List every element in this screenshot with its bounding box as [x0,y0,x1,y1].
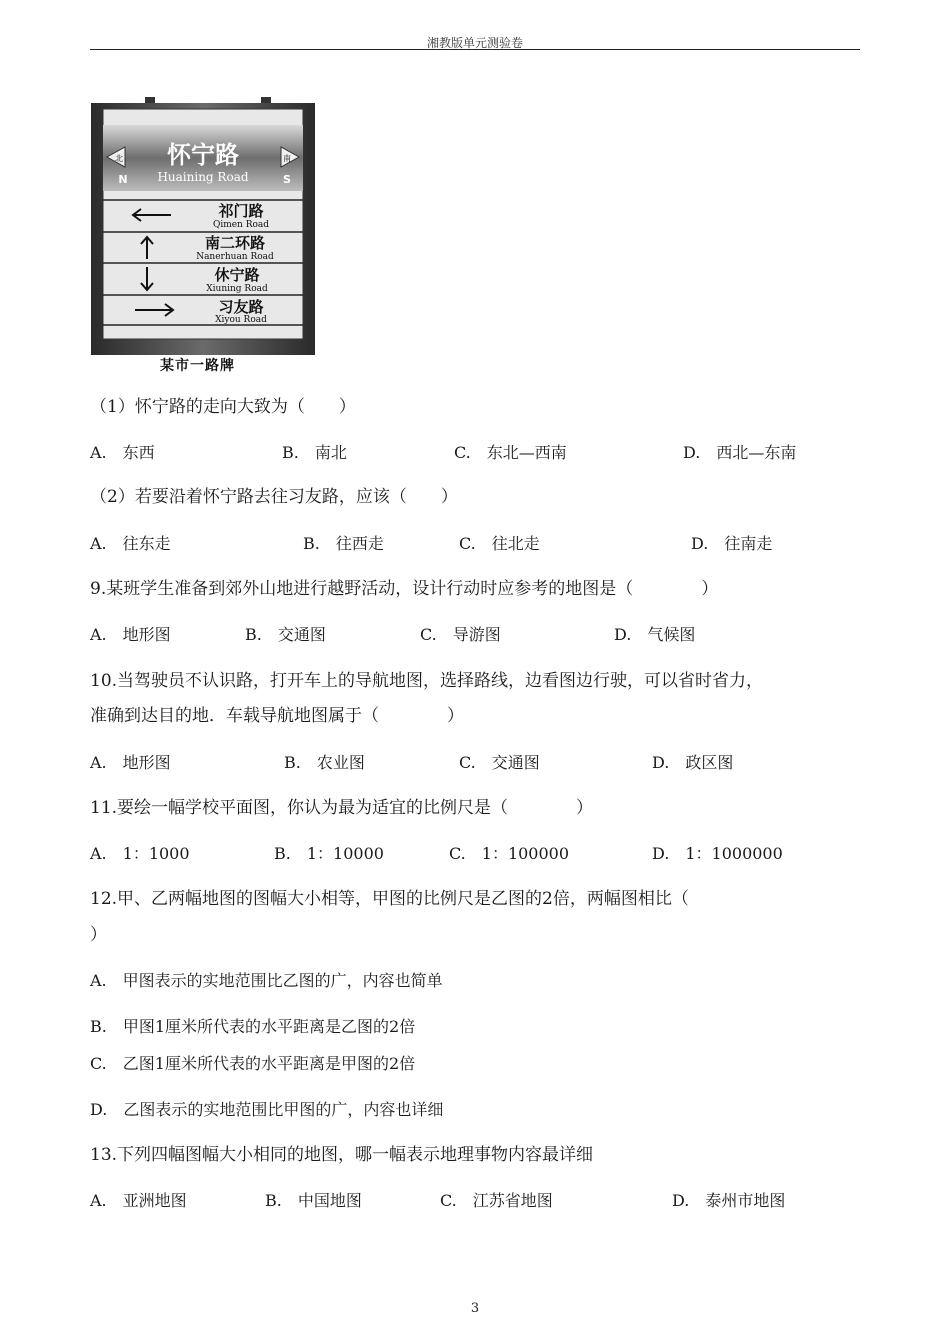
q13-option-a: A. 亚洲地图 [90,1191,187,1210]
q9-option-b: B. 交通图 [245,625,326,644]
sign-row-4-cn: 习友路 [218,298,264,316]
q9-option-a: A. 地形图 [90,625,171,644]
sign-main-en: Huaining Road [157,170,249,184]
q9-option-d: D. 气候图 [614,625,696,644]
q12-option-d: D. 乙图表示的实地范围比甲图的广，内容也详细 [90,1100,444,1119]
question-10-stem-line-1: 10.当驾驶员不认识路，打开车上的导航地图，选择路线，边看图边行驶，可以省时省力， [90,671,764,691]
road-sign-image [89,97,317,359]
q10-option-a: A. 地形图 [90,753,171,772]
q9-option-c: C. 导游图 [420,625,501,644]
sign-row-2-cn: 南二环路 [204,234,266,252]
sign-row-2-en: Nanerhuan Road [196,252,274,262]
q8-2-option-b: B. 往西走 [303,534,384,553]
q8-2-option-a: A. 往东走 [90,534,171,553]
sign-row-4-en: Xiyou Road [215,315,267,325]
q13-option-d: D. 泰州市地图 [672,1191,786,1210]
q12-option-a: A. 甲图表示的实地范围比乙图的广，内容也简单 [90,971,443,990]
sign-row-1-en: Qimen Road [212,220,270,230]
q11-option-c: C. 1：100000 [449,844,570,863]
sign-main-cn: 怀宁路 [167,141,239,169]
question-9-stem: 9.某班学生准备到郊外山地进行越野活动，设计行动时应参考的地图是（ ） [90,579,719,599]
q8-1-option-d: D. 西北—东南 [683,443,797,462]
sign-row-1-cn: 祁门路 [218,202,264,220]
header-divider [90,49,860,50]
question-13-stem: 13.下列四幅图幅大小相同的地图，哪一幅表示地理事物内容最详细 [90,1145,594,1165]
sign-row-3-en: Xiuning Road [206,284,268,294]
q11-option-b: B. 1：10000 [274,844,384,863]
sign-caption: 某市一路牌 [160,358,235,374]
sign-right-dir-en: S [283,173,291,186]
q8-1-option-c: C. 东北—西南 [454,443,567,462]
q10-option-b: B. 农业图 [284,753,365,772]
q8-1-option-a: A. 东西 [90,443,155,462]
q8-2-option-d: D. 往南走 [691,534,773,553]
q8-2-option-c: C. 往北走 [459,534,540,553]
sign-left-dir-en: N [118,173,128,186]
question-8-2-stem: （2）若要沿着怀宁路去往习友路，应该（ ） [90,487,458,507]
page-header: 湘教版单元测验卷 [426,36,523,50]
q13-option-b: B. 中国地图 [265,1191,362,1210]
q13-option-c: C. 江苏省地图 [440,1191,553,1210]
question-12-stem-line-1: 12.甲、乙两幅地图的图幅大小相等，甲图的比例尺是乙图的2倍，两幅图相比（ [90,889,689,909]
question-11-stem: 11.要绘一幅学校平面图，你认为最为适宜的比例尺是（ ） [90,798,594,818]
q12-option-c: C. 乙图1厘米所代表的水平距离是甲图的2倍 [90,1054,416,1073]
q8-1-option-b: B. 南北 [282,443,347,462]
question-12-stem-line-2: ） [90,925,107,945]
q12-option-b: B. 甲图1厘米所代表的水平距离是乙图的2倍 [90,1017,416,1036]
sign-left-dir-cn: 北 [115,154,123,163]
question-8-1-stem: （1）怀宁路的走向大致为（ ） [90,397,356,417]
q11-option-d: D. 1：1000000 [652,844,783,863]
question-10-stem-line-2: 准确到达目的地．车载导航地图属于（ ） [90,706,464,726]
q10-option-d: D. 政区图 [652,753,734,772]
sign-right-dir-cn: 南 [283,154,291,163]
q11-option-a: A. 1：1000 [90,844,190,863]
sign-row-3-cn: 休宁路 [214,266,260,284]
q10-option-c: C. 交通图 [459,753,540,772]
page-number: 3 [470,1301,480,1316]
